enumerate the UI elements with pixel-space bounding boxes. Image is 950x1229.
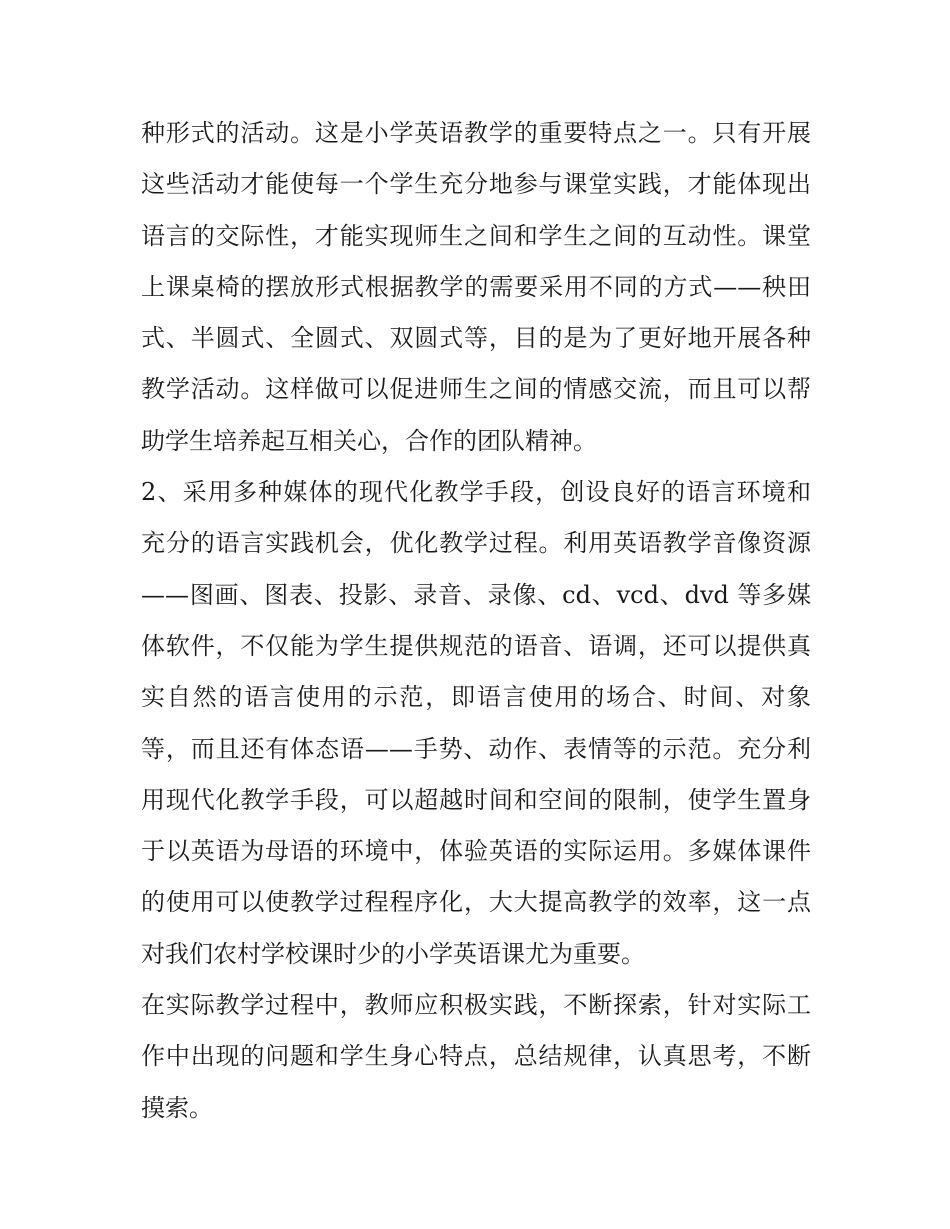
text-line: 式、半圆式、全圆式、双圆式等，目的是为了更好地开展各种 [141,324,811,353]
text-line: 摸索。 [141,1093,213,1122]
text-line: 对我们农村学校课时少的小学英语课尤为重要。 [141,939,645,968]
text-line: 语言的交际性，才能实现师生之间和学生之间的互动性。课堂 [141,221,811,250]
text-line: 实自然的语言使用的示范，即语言使用的场合、时间、对象 [141,683,811,712]
text-line: 等，而且还有体态语——手势、动作、表情等的示范。充分利 [141,734,811,763]
text-line: 于以英语为母语的环境中，体验英语的实际运用。多媒体课件 [141,837,811,866]
text-line: 助学生培养起互相关心，合作的团队精神。 [141,426,597,455]
text-line: 的使用可以使教学过程程序化，大大提高教学的效率，这一点 [141,888,811,917]
text-line: 在实际教学过程中，教师应积极实践，不断探索，针对实际工 [141,991,811,1020]
text-line: 种形式的活动。这是小学英语教学的重要特点之一。只有开展 [141,119,811,147]
text-line: 充分的语言实践机会，优化教学过程。利用英语教学音像资源 [141,529,811,558]
text-line: 2、采用多种媒体的现代化教学手段，创设良好的语言环境和 [141,478,811,507]
text-line: 体软件，不仅能为学生提供规范的语音、语调，还可以提供真 [141,631,811,660]
body-text [141,108,811,1134]
text-line: ——图画、图表、投影、录音、录像、cd、vcd、dvd 等多媒 [141,580,811,609]
text-line: 教学活动。这样做可以促进师生之间的情感交流，而且可以帮 [141,375,811,404]
text-line: 这些活动才能使每一个学生充分地参与课堂实践，才能体现出 [141,170,811,199]
text-line: 上课桌椅的摆放形式根据教学的需要采用不同的方式——秧田 [141,272,811,301]
text-line: 作中出现的问题和学生身心特点，总结规律，认真思考，不断 [141,1042,811,1071]
text-line: 用现代化教学手段，可以超越时间和空间的限制，使学生置身 [141,785,811,814]
